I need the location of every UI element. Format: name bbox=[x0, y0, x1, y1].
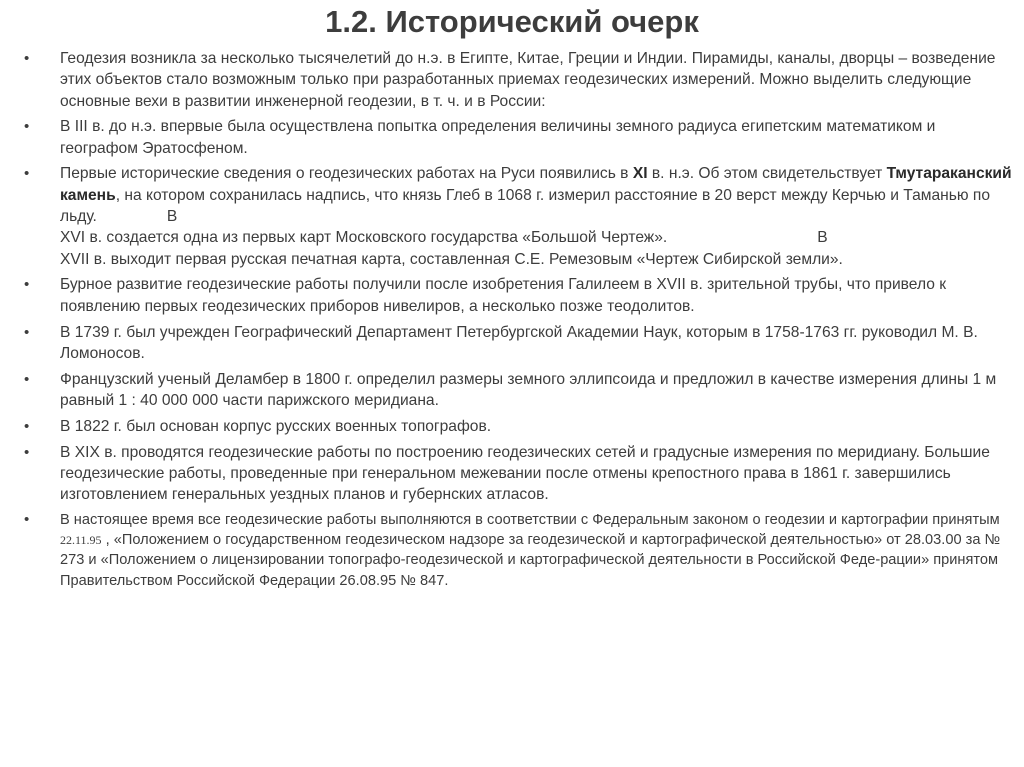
list-item bbox=[22, 369, 1012, 412]
item-bold-century: XI bbox=[632, 165, 648, 183]
list-item bbox=[22, 274, 1012, 317]
bullet-icon: • bbox=[24, 165, 30, 183]
item-text: Первые исторические сведения о геодезических работах на Руси появились в bbox=[60, 165, 633, 183]
item-text: Геодезия возникла за несколько тысячелетий до н.э. в Египте, Китае, Греции и Индии. Пирамиды, каналы, дворцы – возведение этих объектов стало возможным только при разработанных приемах геодезических измерений. Можно выделить следующие основные вехи в развитии инженерной геодезии, в т. ч. и в России: bbox=[60, 50, 996, 110]
list-item bbox=[22, 416, 1012, 437]
list-item bbox=[22, 510, 1012, 591]
item-bold-stone: Тмутараканский камень bbox=[60, 165, 1012, 204]
bullet-icon: • bbox=[24, 276, 30, 294]
item-text: В bbox=[166, 208, 178, 226]
bullet-icon: • bbox=[24, 417, 30, 435]
bullet-icon: • bbox=[24, 323, 30, 341]
item-text: В 1739 г. был учрежден Географический Департамент Петербургской Академии Наук, которым в 1758-1763 гг. руководил М. В. Ломоносов. bbox=[60, 323, 978, 362]
item-text: Бурное развитие геодезические работы получили после изобретения Галилеем в XVII в. зрительной трубы, что привело к появлению первых геодезических приборов нивелиров, а несколько позже теодолитов. bbox=[60, 276, 947, 315]
bullet-list bbox=[22, 48, 1012, 595]
item-text: , «Положением о государственном геодезическом надзоре за геодезической и картографической деятельностью» от 28.03.00 за № 273 и «Положением о лицензировании топографо-геодезической и картографической деятельности в Российской Феде-рации» принятом Правительством Российской Федерации 26.08.95 № 847. bbox=[60, 532, 1001, 589]
item-text: В XIX в. проводятся геодезические работы по построению геодезических сетей и градусные измерения по меридиану. Большие геодезические работы, проведенные при генеральном межевании после отмены крепостного права в 1861 г. завершились изготовлением генеральных уездных планов и губернских атласов. bbox=[60, 443, 990, 504]
bullet-icon: • bbox=[24, 443, 30, 461]
list-item bbox=[22, 48, 1012, 112]
law-date: 22.11.95 bbox=[60, 533, 102, 548]
item-text: , на котором сохранилась надпись, что князь Глеб в 1068 г. измерил расстояние в 20 верст между Керчью и Таманью по льду. bbox=[60, 186, 991, 226]
bullet-icon: • bbox=[24, 50, 30, 67]
item-text: В bbox=[817, 229, 828, 247]
item-text: В III в. до н.э. впервые была осуществлена попытка определения величины земного радиуса египетским математиком и географом Эратосфеном. bbox=[60, 118, 936, 157]
list-item bbox=[22, 163, 1012, 269]
item-text: XVI в. создается одна из первых карт Московского государства «Большой Чертеж». bbox=[60, 229, 668, 247]
bullet-icon: • bbox=[24, 370, 30, 388]
list-item bbox=[22, 442, 1012, 506]
list-item bbox=[22, 116, 1012, 159]
bullet-icon: • bbox=[24, 118, 30, 136]
item-text: В настоящее время все геодезические работы выполняются в соответствии с Федеральным законом о геодезии и картографии принятым bbox=[60, 511, 1000, 528]
item-text: XVII в. выходит первая русская печатная карта, составленная С.Е. Ремезовым «Чертеж Сибирской земли». bbox=[60, 250, 843, 268]
slide-title: 1.2. Исторический очерк bbox=[325, 4, 699, 39]
bullet-icon: • bbox=[24, 510, 30, 528]
item-text: В 1822 г. был основан корпус русских военных топографов. bbox=[60, 417, 492, 435]
list-item bbox=[22, 322, 1012, 365]
item-text: в. н.э. Об этом свидетельствует bbox=[647, 165, 887, 183]
item-text: Французский ученый Деламбер в 1800 г. определил размеры земного эллипсоида и предложил в качестве измерения длины 1 м равный 1 : 40 000 000 части парижского меридиана. bbox=[60, 370, 997, 409]
